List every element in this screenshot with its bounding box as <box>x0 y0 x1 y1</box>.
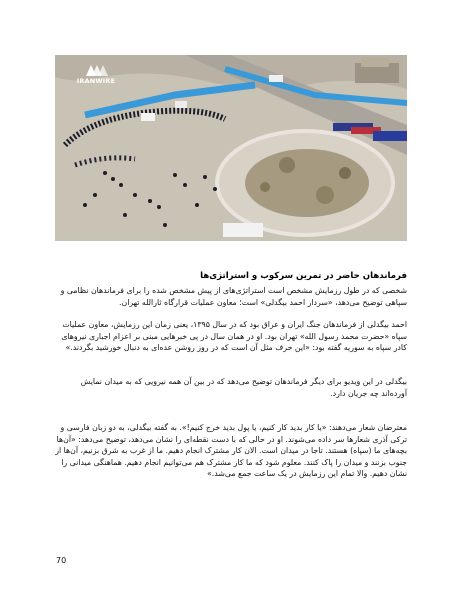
paragraph-3-text: بیگدلی در این ویدیو برای دیگر فرماندهان توضیح می‌دهد که در بین آن همه نیرویی که به میدان نمایش آورده‌اند چه جریان دارد. <box>80 377 407 398</box>
section-heading: فرماندهان حاضر در تمرین سرکوب و استراتژی‌ها <box>200 271 407 281</box>
paragraph-1-text: شخصی که در طول رزمایش مشخص است استراتژی‌های از پیش مشخص شده را برای فرماندهان نظامی و سپاهی توضیح می‌دهد، «سردار احمد بیگدلی» است؛ معاون عملیات قرارگاه ثارالله تهران. <box>60 286 407 307</box>
iranwire-logo <box>74 64 118 86</box>
page-number: 70 <box>56 556 67 565</box>
iranwire-logo-mark <box>74 64 118 77</box>
paragraph-3 <box>55 376 407 399</box>
paragraph-2-text: احمد بیگدلی از فرماندهان جنگ ایران و عراق بود که در سال ۱۳۹۵، یعنی زمان این رزمایش، معاون عملیات سپاه «حضرت محمد رسول الله» تهران بود. او در همان سال در پی خبرهایی مبنی بر اعزام اجباری نیروهای کادر سپاه به سوریه گفته بود: «این حرف مثل آن است که در روز روشن عده‌ای به دنبال خورشید بگردند.» <box>61 320 407 353</box>
paragraph-1 <box>55 285 407 308</box>
paragraph-2 <box>55 319 407 354</box>
paragraph-4 <box>55 422 407 480</box>
aerial-photo <box>55 55 407 241</box>
logo-text: IRANWIRE <box>76 77 116 85</box>
paragraph-4-text: معترضان شعار می‌دهند: «یا کار بدید کار کنیم، یا پول بدید خرج کنیم!». به گفته بیگدلی، به دو زبان فارسی و ترکی آذری شعارها سر داده می‌شوند. او در حالی که با دست نقطه‌ای را نشان می‌دهد، توضیح می‌دهد: «آن‌ها بچه‌های ما (سپاه) هستند. تا‌جا در میدان است. الان کار مشترک انجام دهیم. ما از غرب به شرق بزنیم، آن‌ها از جنوب بزنند و میدان را پاک کنند. معلوم شود که ما کار مشترک هم می‌توانیم انجام دهیم. هماهنگی میدانی را نشان دهیم. والا تمام این رزمایش در یک ساعت جمع می‌شد.» <box>55 423 407 479</box>
